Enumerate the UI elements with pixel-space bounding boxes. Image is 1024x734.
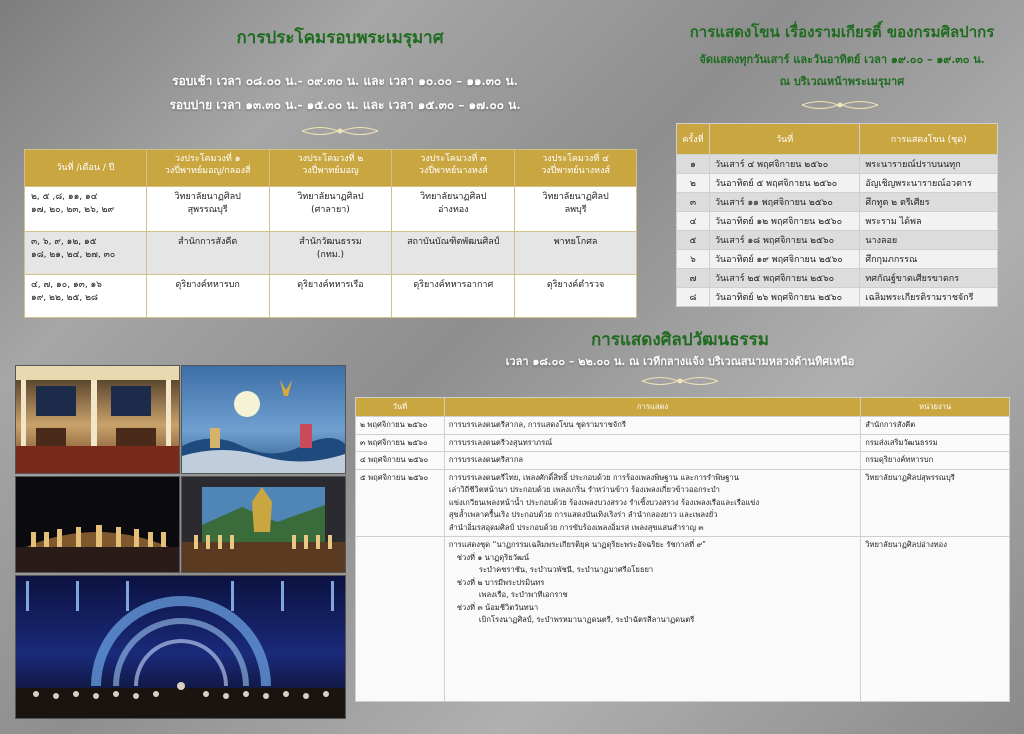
table-row (677, 155, 998, 174)
col-header-date: วันที่ /เดือน / ปี (25, 150, 147, 187)
round-no: ๕ (677, 231, 710, 250)
round-no: ๘ (677, 288, 710, 307)
procession-line1: รอบเช้า เวลา ๐๘.๐๐ น.- ๐๙.๓๐ น. และ เวลา ๑๐.๐๐ – ๑๑.๓๐ น. (172, 74, 518, 88)
show-title: เฉลิมพระเกียรติรามราชจักรี (860, 288, 998, 307)
show-date: วันเสาร์ ๑๑ พฤศจิกายน ๒๕๖๐ (709, 193, 859, 212)
table-row (677, 269, 998, 288)
performer: สำนักการสังคีต (178, 237, 238, 247)
col-header-round: ครั้งที่ (677, 124, 710, 155)
perf-line: ช่วงที่ ๓ น้อมชีวิตวันทนา (456, 602, 539, 612)
show-date: วันอาทิตย์ ๑๒ พฤศจิกายน ๒๕๖๐ (709, 212, 859, 231)
show-title: อัญเชิญพระนารายณ์อวตาร (860, 174, 998, 193)
performer: ดุริยางค์ทหารอากาศ (413, 280, 494, 290)
performer-sub: (กทม.) (316, 250, 345, 261)
perf-line: แข่งเกวียนเพลงหน้าน้ำ ประกอบด้วย ร้องเพลงบวงสรวง รำเซิ้งบวงสรวง ร้องเพลงเรือและเรือแข่ง (448, 497, 760, 507)
col-header-band4: วงประโคมวงที่ ๔ วงปี่พาทย์นางหงส์ (515, 150, 637, 187)
perf-line: ช่วงที่ ๒ บารมีพระปรมินทร (456, 577, 545, 587)
performer-sub: อ่างทอง (437, 205, 469, 216)
table-row (677, 231, 998, 250)
table-row (356, 434, 1010, 452)
col-header-organizer: หน่วยงาน (861, 398, 1010, 417)
dates: ๑๗, ๒๐, ๒๓, ๒๖, ๒๙ (31, 205, 115, 216)
show-date: วันเสาร์ ๒๕ พฤศจิกายน ๒๕๖๐ (709, 269, 859, 288)
dates: ๓, ๖, ๙, ๑๒, ๑๕ (31, 237, 97, 247)
performer-sub: ลพบุรี (564, 205, 587, 216)
show-title: นางลอย (860, 231, 998, 250)
show-date: วันอาทิตย์ ๑๙ พฤศจิกายน ๒๕๖๐ (709, 250, 859, 269)
show-title: ศึกทูต ๒ ตรีเศียร (860, 193, 998, 212)
dates: ๔, ๗, ๑๐, ๑๓, ๑๖ (31, 280, 102, 290)
perf-line: เบิกโรงนาฏศิลป์, ระบำพรหมานาฏดนตรี, ระบำฉัตรสีลานาฏดนตรี (478, 615, 695, 625)
perf-org: สำนักการสังคีต (861, 417, 1010, 435)
khon-table (676, 123, 998, 307)
table-row (356, 452, 1010, 470)
perf-date (356, 537, 445, 702)
show-date: วันอาทิตย์ ๕ พฤศจิกายน ๒๕๖๐ (709, 174, 859, 193)
show-date: วันเสาร์ ๑๘ พฤศจิกายน ๒๕๖๐ (709, 231, 859, 250)
performer-sub: (ศาลายา) (311, 205, 350, 216)
culture-table (355, 397, 1010, 702)
dates: ๑๙, ๒๒, ๒๕, ๒๘ (31, 293, 98, 304)
round-no: ๗ (677, 269, 710, 288)
col-header-date: วันที่ (709, 124, 859, 155)
perf-date: ๔ พฤศจิกายน ๒๕๖๐ (356, 452, 445, 470)
table-row (677, 288, 998, 307)
dance-troupe-photo (15, 476, 180, 573)
perf-line: ระบำคชราชัน, ระบำนวพัชนี, ระบำนาฏมาศรีอโยธยา (478, 565, 654, 575)
ornament-divider (300, 124, 380, 138)
performer: พาทยโกศล (553, 237, 598, 247)
col-header-band3: วงประโคมวงที่ ๓ วงปี่พาทย์นางหงส์ (392, 150, 515, 187)
performer: สถาบันบัณฑิตพัฒนศิลป์ (407, 237, 500, 247)
round-no: ๑ (677, 155, 710, 174)
perf-line: ช่วงที่ ๑ นาฏดุริยวัฒน์ (456, 552, 530, 562)
dates: ๒, ๕ ,๘, ๑๑, ๑๔ (31, 192, 98, 202)
khon-title: การแสดงโขน เรื่องรามเกียรติ์ ของกรมศิลปากร (689, 23, 995, 41)
perf-org: วิทยาลัยนาฏศิลปสุพรรณบุรี (861, 469, 1010, 537)
perf-org: กรมดุริยางค์ทหารบก (861, 452, 1010, 470)
perf-line: การบรรเลงดนตรีไทย, เพลงศักดิ์สิทธิ์ ประกอบด้วย การร้องเพลงพิษฐาน และการรำพิษฐาน (448, 472, 739, 482)
performer: ดุริยางค์ทหารเรือ (297, 280, 364, 290)
ornament-divider (640, 374, 720, 388)
perf-org: วิทยาลัยนาฏศิลปอ่างทอง (861, 537, 1010, 702)
procession-line2: รอบบ่าย เวลา ๑๓.๓๐ น.- ๑๕.๐๐ น. และ เวลา ๑๕.๓๐ – ๑๗.๐๐ น. (169, 98, 521, 112)
perf-date: ๕ พฤศจิกายน ๒๕๖๐ (356, 469, 445, 537)
col-header-date: วันที่ (356, 398, 445, 417)
table-row (356, 417, 1010, 435)
round-no: ๒ (677, 174, 710, 193)
show-date: วันอาทิตย์ ๒๖ พฤศจิกายน ๒๕๖๐ (709, 288, 859, 307)
round-no: ๓ (677, 193, 710, 212)
show-title: พระราม ได้พล (860, 212, 998, 231)
performer: วิทยาลัยนาฏศิลป (420, 192, 487, 202)
perf-line: เพลงเรือ, ระบำพาทีเอกราช (478, 590, 568, 600)
ornament-divider (800, 98, 880, 112)
table-row (356, 537, 1010, 702)
perf-line: การบรรเลงดนตรีวงสุนทราภรณ์ (448, 437, 553, 447)
perf-line: ลำนำอิ่มรสอุดมศิลป์ ประกอบด้วย การขับร้องเพลงอิ่มรส เพลงสุขแสนสำราญ ๓ (448, 522, 704, 532)
dance-drama-moon-photo (181, 365, 346, 474)
table-row (677, 193, 998, 212)
table-row (356, 469, 1010, 537)
col-header-show: การแสดงโขน (ชุด) (860, 124, 998, 155)
perf-date: ๓ พฤศจิกายน ๒๕๖๐ (356, 434, 445, 452)
col-header-band1: วงประโคมวงที่ ๑ วงปี่พาทย์มอญ/กลองสี่ (146, 150, 269, 187)
table-row (25, 275, 637, 318)
performer: ดุริยางค์ทหารบก (175, 280, 240, 290)
table-row (25, 187, 637, 232)
performer: วิทยาลัยนาฏศิลป (174, 192, 241, 202)
performer: วิทยาลัยนาฏศิลป (297, 192, 364, 202)
perf-line: เล่าวิถีชีวิตหน้านา ประกอบด้วย เพลงเกริ่น รำหว่านข้าว ร้องเพลงเกี่ยวข้าวออกระบำ (448, 485, 720, 495)
perf-line: การแสดงชุด “นาฏกรรมเฉลิมพระเกียรติยุค นาฏดุริยะพระอัจฉริยะ รัชกาลที่ ๙” (448, 540, 707, 550)
procession-table (24, 149, 637, 318)
perf-line: การบรรเลงดนตรีสากล (448, 455, 524, 465)
perf-line: การบรรเลงดนตรีสากล, การแสดงโขน ชุดรามราชจักรี (448, 420, 626, 429)
table-row (677, 212, 998, 231)
performer: สำนักวัฒนธรรม (299, 237, 362, 247)
orchestra-concert-photo (15, 575, 346, 719)
table-row (25, 232, 637, 275)
show-title: ทศกัณฐ์ขาดเศียรขาดกร (860, 269, 998, 288)
stage-dance-photo (181, 476, 346, 573)
perf-line: สุขล้ำเพลาครื้นเริง ประกอบด้วย การแสดงบันเทิงเริงร่า ลำนำกลองยาว และเพลงยั่ว (448, 510, 718, 520)
music-pavilion-photo (15, 365, 180, 474)
table-row (677, 174, 998, 193)
round-no: ๔ (677, 212, 710, 231)
khon-line2: ณ บริเวณหน้าพระเมรุมาศ (779, 75, 905, 88)
performer-sub: สุพรรณบุรี (187, 205, 228, 216)
show-title: ศึกกุมภกรรณ (860, 250, 998, 269)
table-row (677, 250, 998, 269)
col-header-performance: การแสดง (444, 398, 860, 417)
col-header-band2: วงประโคมวงที่ ๒ วงปี่พาทย์มอญ (269, 150, 392, 187)
perf-org: กรมส่งเสริมวัฒนธรรม (861, 434, 1010, 452)
khon-line1: จัดแสดงทุกวันเสาร์ และวันอาทิตย์ เวลา ๑๙.๐๐ – ๑๙.๓๐ น. (699, 53, 985, 66)
culture-title: การแสดงศิลปวัฒนธรรม (590, 330, 769, 350)
show-date: วันเสาร์ ๔ พฤศจิกายน ๒๕๖๐ (709, 155, 859, 174)
perf-date: ๒ พฤศจิกายน ๒๕๖๐ (356, 417, 445, 435)
dates: ๑๘, ๒๑, ๒๔, ๒๗, ๓๐ (31, 250, 116, 261)
procession-title: การประโคมรอบพระเมรุมาศ (236, 28, 444, 48)
performer: วิทยาลัยนาฏศิลป (542, 192, 609, 202)
round-no: ๖ (677, 250, 710, 269)
performer: ดุริยางค์ตำรวจ (546, 280, 605, 290)
culture-line1: เวลา ๑๘.๐๐ – ๒๒.๐๐ น. ณ เวทีกลางแจ้ง บริเวณสนามหลวงด้านทิศเหนือ (505, 355, 855, 368)
show-title: พระนารายณ์ปราบนนทุก (860, 155, 998, 174)
